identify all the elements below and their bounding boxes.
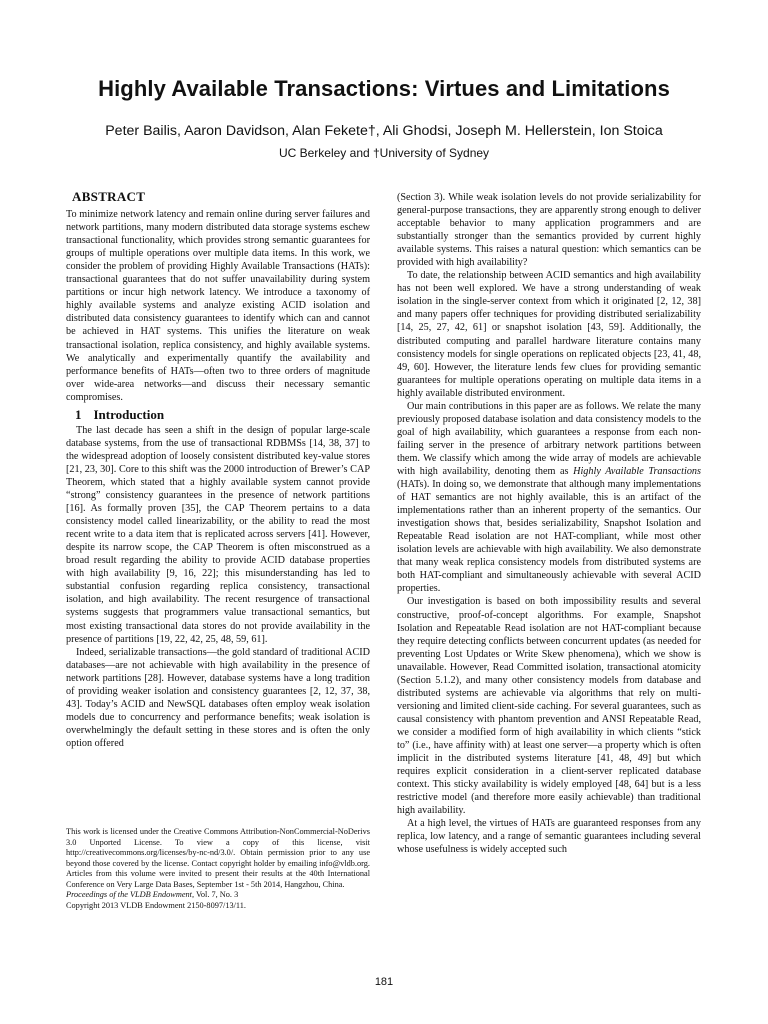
page-number: 181 <box>374 976 394 988</box>
author-list: Peter Bailis, Aaron Davidson, Alan Fekete†, Ali Ghodsi, Joseph M. Hellerstein, Ion Stoica <box>105 123 663 139</box>
section-number: 1 <box>75 406 82 422</box>
license-footnote <box>66 827 370 911</box>
proceedings-line <box>66 890 370 901</box>
copyright-line: Copyright 2013 VLDB Endowment 2150-8097/13/11. <box>66 900 246 910</box>
abstract-text: To minimize network latency and remain online during server failures and network partitions, many modern distributed data storage systems eschew transactional functionality, which provides strong semantic guarantees for groups of multiple operations over multiple data items. In this work, we consider the problem of providing Highly Available Transactions (HATs): transactional guarantees that do not suffer unavailability during system partitions or incur high network latency. We introduce a taxonomy of highly available systems and analyze existing ACID isolation and distributed data consistency guarantees to identify which can and cannot be achieved in HAT systems. This unifies the literature on weak transactional isolation, replica consistency, and highly available systems. We analytically and experimentally quantify the availability and performance benefits of HATs—often two to three orders of magnitude over wide-area networks—and discuss their necessary semantic compromises. <box>66 209 370 403</box>
contributions-text-a: Our main contributions in this paper are as follows. We relate the many previously proposed database isolation and data consistency models to the goal of high availability, which guarantees a response from each non-failing server in the presence of arbitrary network partitions between them. We classify which among the wide array of models are achievable with high availability, denoting them as <box>397 400 701 477</box>
intro-paragraph-2: Indeed, serializable transactions—the gold standard of traditional ACID databases—are not achievable with high availability in the presence of network partitions [28]. However, database systems have a long tradition of providing weaker isolation and consistency guarantees [2, 12, 37, 38, 43]. Today’s ACID and NewSQL databases often employ weak isolation models due to concurrency and performance benefits; weak isolation is overwhelmingly the default setting in these stores and is often the only option offered <box>66 646 370 749</box>
right-paragraph-4: At a high level, the virtues of HATs are guaranteed responses from any replica, low latency, and a range of semantic guarantees including several whose usefulness is widely accepted such <box>397 818 701 856</box>
section-title: Introduction <box>93 406 165 422</box>
paper-title: Highly Available Transactions: Virtues and Limitations <box>98 76 670 101</box>
license-text: This work is licensed under the Creative Commons Attribution-NonCommercial-NoDerivs 3.0 Unported License. To view a copy of this license, visit http://creativecommons.org/licenses/by-nc-nd/3.0/. Obtain permission prior to any use beyond those covered by the license. Contact copyright holder by emailing info@vldb.org. Articles from this volume were invited to present their results at the 40th International Conference on Very Large Data Bases, September 1st - 5th 2014, Hangzhou, China. <box>66 827 370 889</box>
contributions-text-b: (HATs). In doing so, we demonstrate that although many implementations of HAT semantics are not highly available, this is an artifact of the implementations rather than an inherent property of the semantics. Our investigation shows that, besides serializability, Snapshot Isolation and Repeatable Read isolation are not HAT-compliant, while most other isolation levels are achievable with high availability. We also demonstrate that many weak replica consistency models from distributed systems are both HAT-compliant and simultaneously achievable with several ACID properties. <box>397 479 701 595</box>
left-column <box>66 190 370 750</box>
right-paragraph-3: Our investigation is based on both impossibility results and several constructive, proof-of-concept algorithms. For example, Snapshot Isolation and Repeatable Read isolation are not HAT-compliant because they require detecting conflicts between concurrent updates (as needed for preventing Lost Updates or Write Skew phenomena), which we show is unavailable. However, Read Committed isolation, transactional atomicity (Section 5.1.2), and many other consistency models from database and distributed systems are achievable via algorithms that rely on multi-versioning and limited client-side caching. For several guarantees, such as causal consistency with phantom prevention and ANSI Repeatable Read, we consider a modified form of high availability in which clients “stick to” (i.e., have affinity with) at least one server—a property which is often implicit in the distributed systems literature [41, 48, 49] but which requires explicit consideration in a client-server replicated database context. This sticky availability is widely employed [48, 64] but is a less restrictive model (and therefore more easily achievable) than traditional high availability. <box>397 596 701 817</box>
intro-paragraph-1: The last decade has seen a shift in the design of popular large-scale database systems, from the use of transactional RDBMSs [14, 38, 37] to the widespread adoption of loosely consistent distributed key-value stores [21, 23, 30]. Core to this shift was the 2000 introduction of Brewer’s CAP Theorem, which stated that a highly available system cannot provide “strong” consistency guarantees in the presence of network partitions [16]. As formally proven [35], the CAP Theorem pertains to a data consistency model called linearizability, or the ability to read the most recent write to a data item that is replicated across servers [41]. However, despite its narrow scope, the CAP Theorem is often misconstrued as a broad result regarding the ability to provide ACID database properties with high availability [9, 16, 22]; this misunderstanding has led to substantial confusion regarding replica consistency, transactional isolation, and high availability. The recent resurgence of transactional systems suggests that programmers value transactional semantics, but most existing transactional data stores do not provide availability in the presence of partitions [19, 22, 42, 25, 48, 59, 61]. <box>66 424 370 645</box>
right-paragraph-1: To date, the relationship between ACID semantics and high availability has not been well explored. We have a strong understanding of weak isolation in the single-server context from which it originated [2, 12, 38] and many papers offer techniques for providing distributed serializability [14, 25, 27, 42, 61] or snapshot isolation [43, 59]. Additionally, the distributed computing and parallel hardware literature contains many consistency models for single operations on replicated objects [23, 41, 48, 49, 60]. However, the literature lends few clues for providing semantic guarantees for multiple operations operating on multiple data items in a highly available distributed environment. <box>397 270 701 399</box>
section-heading-introduction <box>75 408 370 421</box>
right-paragraph-2 <box>397 400 701 596</box>
proceedings-name: Proceedings of the VLDB Endowment, <box>66 890 195 899</box>
proceedings-volume: Vol. 7, No. 3 <box>194 890 239 899</box>
right-column <box>397 191 701 856</box>
affiliation: UC Berkeley and †University of Sydney <box>278 146 490 160</box>
right-paragraph-0: (Section 3). While weak isolation levels do not provide serializability for general-purpose transactions, they are apparently strong enough to deliver acceptable behavior to many application programmers and are substantially stronger than the semantics provided by current highly available systems. This raises a natural question: which semantics can be provided with high availability? <box>397 192 701 269</box>
abstract-heading: ABSTRACT <box>72 189 146 204</box>
hat-term: Highly Available Transactions <box>573 465 701 477</box>
